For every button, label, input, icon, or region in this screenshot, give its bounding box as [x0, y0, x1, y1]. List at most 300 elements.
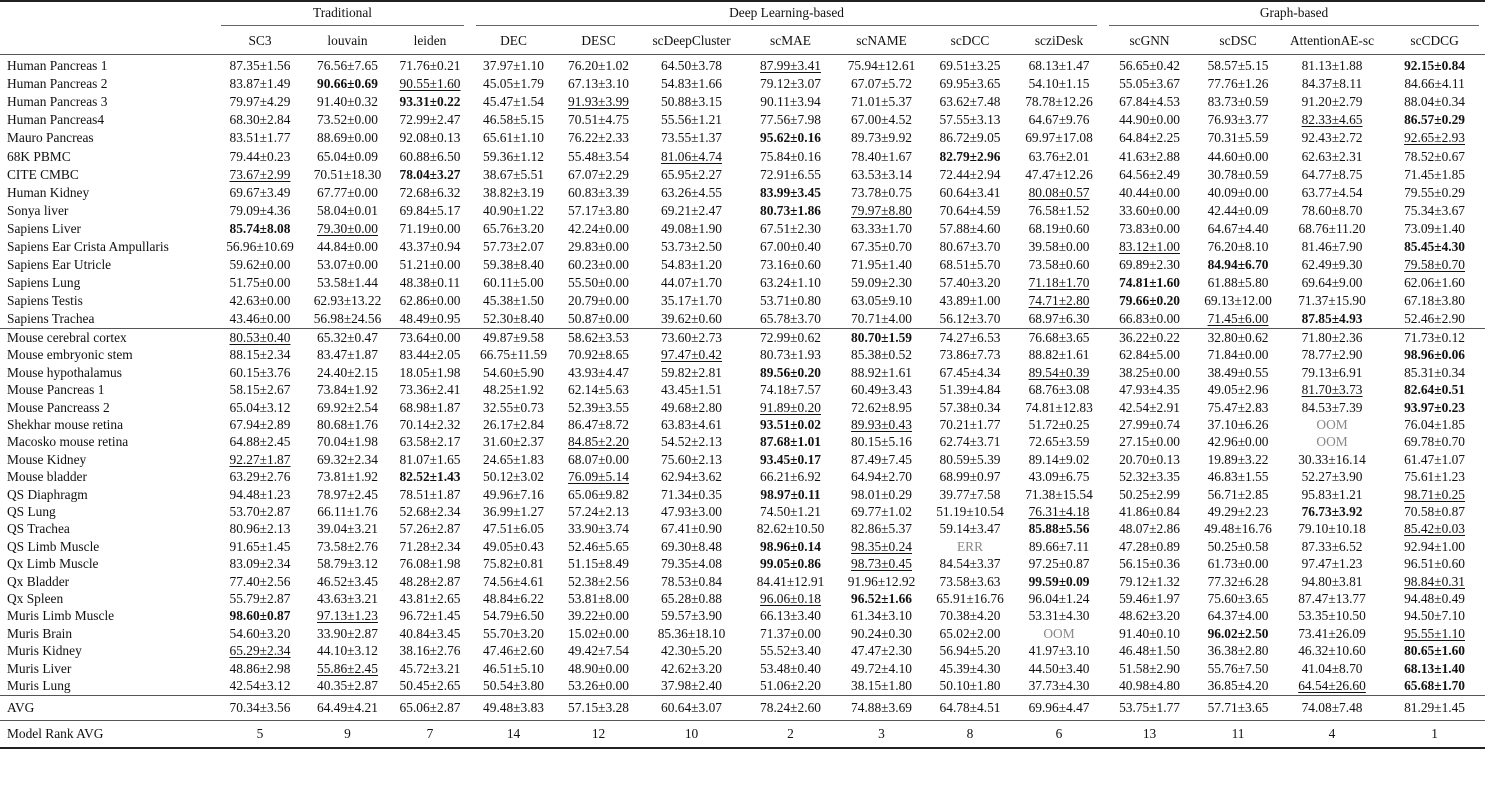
- column-header: scCDCG: [1384, 28, 1485, 55]
- score-cell: 15.02±0.00: [568, 625, 629, 641]
- score-cell: 53.71±0.80: [760, 293, 821, 309]
- score-cell: 87.49±7.45: [851, 451, 912, 467]
- score-cell: 70.14±2.32: [399, 417, 461, 433]
- score-cell: 78.52±0.67: [1404, 148, 1466, 164]
- score-cell: 83.09±2.34: [229, 556, 291, 572]
- score-cell: 47.51±6.05: [483, 521, 544, 537]
- score-cell: 79.55±0.29: [1404, 184, 1466, 200]
- score-cell: 50.10±1.80: [939, 677, 1001, 693]
- score-cell: 65.91±16.76: [936, 590, 1004, 606]
- score-cell: 56.12±3.70: [939, 311, 1001, 327]
- score-cell: 46.51±5.10: [483, 660, 544, 676]
- score-cell: 51.19±10.54: [936, 504, 1004, 519]
- score-cell: 95.62±0.16: [760, 130, 821, 146]
- score-cell: 79.35±4.08: [661, 556, 722, 572]
- score-cell: 63.76±2.01: [1028, 148, 1090, 164]
- column-header: scDSC: [1196, 28, 1280, 55]
- score-cell: 70.21±1.77: [939, 417, 1001, 433]
- score-cell: ERR: [956, 538, 984, 554]
- dataset-name: Muris Kidney: [7, 643, 82, 659]
- score-cell: 51.06±2.20: [760, 677, 821, 693]
- score-cell: 30.33±16.14: [1298, 451, 1366, 467]
- dataset-name: Qx Bladder: [7, 573, 70, 589]
- score-cell: 64.88±2.45: [229, 434, 291, 450]
- score-cell: 43.09±6.75: [1028, 469, 1090, 485]
- score-cell: 96.52±1.66: [851, 590, 912, 606]
- score-cell: 97.47±1.23: [1301, 556, 1363, 572]
- score-cell: 45.47±1.54: [483, 94, 544, 110]
- score-cell: 67.41±0.90: [661, 521, 722, 537]
- table-row: [0, 521, 1485, 538]
- score-cell: 75.61±1.23: [1404, 469, 1466, 485]
- score-cell: 63.24±1.10: [760, 275, 821, 291]
- score-cell: 32.55±0.73: [483, 399, 544, 415]
- score-cell: 76.93±3.77: [1207, 112, 1269, 128]
- score-cell: 14: [470, 720, 557, 748]
- dataset-name: AVG: [0, 695, 215, 720]
- score-cell: 52.32±3.35: [1119, 469, 1180, 485]
- score-cell: 62.94±3.62: [661, 469, 722, 485]
- score-cell: 7: [390, 720, 470, 748]
- column-header: scGNN: [1103, 28, 1196, 55]
- score-cell: 72.62±8.95: [851, 399, 912, 415]
- dataset-name: Mouse bladder: [7, 469, 87, 485]
- table-row: [0, 329, 1485, 347]
- score-cell: 69.84±5.17: [399, 202, 461, 218]
- score-cell: 80.53±0.40: [215, 329, 305, 347]
- table-body: [0, 55, 1485, 748]
- score-cell: 43.89±1.00: [939, 293, 1001, 309]
- table-row: [0, 486, 1485, 503]
- score-cell: 60.23±0.00: [568, 257, 629, 273]
- score-cell: 41.97±3.10: [1028, 643, 1090, 659]
- score-cell: OOM: [1316, 434, 1348, 450]
- score-cell: 33.90±3.74: [568, 521, 629, 537]
- score-cell: 76.20±8.10: [1207, 238, 1269, 254]
- dataset-name: Muris Lung: [7, 677, 71, 693]
- score-cell: 44.07±1.70: [661, 275, 722, 291]
- score-cell: 9: [305, 720, 390, 748]
- score-cell: 33.90±2.87: [317, 625, 378, 641]
- score-cell: 54.83±1.66: [661, 76, 722, 92]
- score-cell: 77.32±6.28: [1207, 573, 1269, 589]
- score-cell: 65.61±1.10: [483, 130, 544, 146]
- score-cell: 69.67±3.49: [229, 184, 291, 200]
- score-cell: 74.81±12.83: [1025, 399, 1093, 415]
- score-cell: 71.45±6.00: [1207, 311, 1269, 327]
- score-cell: 26.17±2.84: [483, 417, 544, 433]
- score-cell: 65.28±0.88: [661, 590, 722, 606]
- score-cell: 55.86±2.45: [317, 660, 378, 676]
- score-cell: 87.99±3.41: [760, 58, 821, 74]
- table-row: [0, 166, 1485, 184]
- score-cell: 50.25±2.99: [1119, 486, 1180, 502]
- empty-corner: [0, 28, 215, 55]
- group-label: Traditional: [221, 5, 464, 26]
- score-cell: 93.45±0.17: [760, 451, 821, 467]
- score-cell: 78.60±8.70: [1301, 202, 1363, 218]
- score-cell: 95.55±1.10: [1404, 625, 1466, 641]
- dataset-name: QS Diaphragm: [7, 486, 88, 502]
- dataset-name: QS Limb Muscle: [7, 538, 100, 554]
- score-cell: 33.60±0.00: [1119, 202, 1180, 218]
- score-cell: 44.60±0.00: [1207, 148, 1269, 164]
- score-cell: 98.97±0.11: [760, 486, 821, 502]
- score-cell: 53.35±10.50: [1298, 608, 1366, 624]
- dataset-name: Human Kidney: [7, 184, 90, 200]
- score-cell: 20.70±0.13: [1119, 451, 1180, 467]
- score-cell: 54.60±5.90: [483, 364, 544, 380]
- score-cell: 82.86±5.37: [851, 521, 912, 537]
- score-cell: 47.46±2.60: [483, 643, 544, 659]
- score-cell: 49.48±16.76: [1204, 521, 1272, 537]
- score-cell: 68.19±0.60: [1028, 220, 1090, 236]
- group-header: [1103, 1, 1485, 28]
- column-header: scziDesk: [1015, 28, 1103, 55]
- score-cell: 76.04±1.85: [1404, 417, 1466, 433]
- score-cell: 96.06±0.18: [760, 590, 821, 606]
- dataset-name: Human Pancreas 1: [7, 58, 108, 74]
- score-cell: 62.74±3.71: [939, 434, 1001, 450]
- score-cell: 64.77±8.75: [1301, 166, 1363, 182]
- score-cell: 76.08±1.98: [399, 556, 461, 572]
- score-cell: 69.97±17.08: [1025, 130, 1093, 146]
- score-cell: 58.79±3.12: [317, 556, 378, 572]
- score-cell: 55.56±1.21: [661, 112, 722, 128]
- score-cell: 57.71±3.65: [1196, 695, 1280, 720]
- score-cell: 72.44±2.94: [939, 166, 1001, 182]
- score-cell: 89.73±9.92: [851, 130, 912, 146]
- score-cell: 89.56±0.20: [760, 364, 821, 380]
- score-cell: 40.90±1.22: [483, 202, 544, 218]
- score-cell: 38.25±0.00: [1119, 364, 1180, 380]
- score-cell: 85.88±5.56: [1028, 521, 1090, 537]
- score-cell: 57.88±4.60: [939, 220, 1001, 236]
- score-cell: 89.54±0.39: [1028, 364, 1090, 380]
- dataset-name: Muris Liver: [7, 660, 72, 676]
- score-cell: 73.86±7.73: [939, 347, 1001, 363]
- dataset-name: Sapiens Liver: [7, 220, 82, 236]
- score-cell: 45.38±1.50: [483, 293, 544, 309]
- score-cell: 67.45±4.34: [939, 364, 1001, 380]
- score-cell: 66.83±0.00: [1119, 311, 1180, 327]
- score-cell: 95.83±1.21: [1301, 486, 1363, 502]
- score-cell: 37.10±6.26: [1207, 417, 1269, 433]
- score-cell: 61.34±3.10: [851, 608, 912, 624]
- score-cell: 93.31±0.22: [399, 94, 461, 110]
- score-cell: 96.72±1.45: [399, 608, 461, 624]
- score-cell: 79.12±3.07: [760, 76, 821, 92]
- score-cell: 43.37±0.94: [399, 238, 461, 254]
- score-cell: 42.54±3.12: [229, 677, 291, 693]
- score-cell: 69.96±4.47: [1015, 695, 1103, 720]
- score-cell: 48.28±2.87: [399, 573, 461, 589]
- score-cell: 48.38±0.11: [399, 275, 461, 291]
- score-cell: 41.04±8.70: [1301, 660, 1363, 676]
- score-cell: 69.92±2.54: [317, 399, 378, 415]
- score-cell: 59.57±3.90: [661, 608, 722, 624]
- score-cell: 56.65±0.42: [1119, 58, 1180, 74]
- table-row: [0, 274, 1485, 292]
- score-cell: 84.53±7.39: [1301, 399, 1363, 415]
- score-cell: 70.31±5.59: [1207, 130, 1269, 146]
- score-cell: 84.66±4.11: [1404, 76, 1465, 92]
- score-cell: 70.34±3.56: [215, 695, 305, 720]
- score-cell: 98.84±0.31: [1404, 573, 1466, 589]
- score-cell: 62.06±1.60: [1404, 275, 1466, 291]
- score-cell: 24.40±2.15: [317, 364, 378, 380]
- score-cell: 69.32±2.34: [317, 451, 378, 467]
- score-cell: 19.89±3.22: [1207, 451, 1269, 467]
- score-cell: 81.07±1.65: [399, 451, 461, 467]
- score-cell: 76.73±3.92: [1301, 504, 1363, 519]
- score-cell: 71.37±0.00: [760, 625, 821, 641]
- score-cell: 39.58±0.00: [1028, 238, 1090, 254]
- table-row: [0, 382, 1485, 399]
- score-cell: 64.50±3.78: [661, 58, 722, 74]
- table-row: [0, 364, 1485, 381]
- score-cell: 64.54±26.60: [1298, 677, 1366, 693]
- score-cell: 55.70±3.20: [483, 625, 544, 641]
- score-cell: 78.77±2.90: [1301, 347, 1363, 363]
- score-cell: 79.09±4.36: [229, 202, 291, 218]
- dataset-name: Sapiens Ear Crista Ampullaris: [7, 238, 169, 254]
- score-cell: 46.58±5.15: [483, 112, 544, 128]
- score-cell: 81.29±1.45: [1384, 695, 1485, 720]
- score-cell: 88.04±0.34: [1404, 94, 1466, 110]
- score-cell: 74.27±6.53: [925, 329, 1015, 347]
- score-cell: 47.93±4.35: [1119, 382, 1180, 398]
- column-header: scNAME: [838, 28, 925, 55]
- dataset-name: Human Pancreas4: [7, 112, 105, 128]
- table-row: [0, 184, 1485, 202]
- score-cell: 76.22±2.33: [568, 130, 629, 146]
- score-cell: 42.54±2.91: [1119, 399, 1180, 415]
- score-cell: 39.22±0.00: [568, 608, 629, 624]
- score-cell: 67.13±3.10: [568, 76, 629, 92]
- score-cell: 48.90±0.00: [568, 660, 629, 676]
- score-cell: 46.52±3.45: [317, 573, 378, 589]
- table-row: [0, 573, 1485, 590]
- score-cell: 82.33±4.65: [1301, 112, 1363, 128]
- score-cell: 73.58±0.60: [1028, 257, 1090, 273]
- score-cell: 37.97±1.10: [483, 58, 544, 74]
- score-cell: 57.17±3.80: [568, 202, 629, 218]
- score-cell: 56.96±10.69: [226, 238, 294, 254]
- score-cell: 98.96±0.14: [760, 538, 821, 554]
- score-cell: 78.04±3.27: [399, 166, 461, 182]
- score-cell: 59.09±2.30: [851, 275, 912, 291]
- dataset-name: Shekhar mouse retina: [7, 417, 124, 433]
- score-cell: 65.95±2.27: [661, 166, 722, 182]
- score-cell: 67.51±2.30: [760, 220, 821, 236]
- score-cell: 96.51±0.60: [1404, 556, 1466, 572]
- table-row: [0, 220, 1485, 238]
- score-cell: 91.93±3.99: [568, 94, 629, 110]
- score-cell: 59.82±2.81: [661, 364, 722, 380]
- score-cell: 67.84±4.53: [1119, 94, 1180, 110]
- score-cell: 94.48±0.49: [1404, 590, 1466, 606]
- score-cell: 79.97±4.29: [229, 94, 291, 110]
- score-cell: 69.95±3.65: [939, 76, 1001, 92]
- score-cell: 78.53±0.84: [661, 573, 722, 589]
- score-cell: 98.73±0.45: [851, 556, 912, 572]
- score-cell: 87.68±1.01: [760, 434, 821, 450]
- score-cell: 67.00±0.40: [760, 238, 821, 254]
- score-cell: 53.48±0.40: [760, 660, 821, 676]
- score-cell: 65.68±1.70: [1404, 677, 1466, 693]
- score-cell: 68.97±6.30: [1028, 311, 1090, 327]
- score-cell: 38.16±2.76: [399, 643, 461, 659]
- score-cell: 38.15±1.80: [851, 677, 912, 693]
- score-cell: 49.05±2.96: [1207, 382, 1269, 398]
- score-cell: 13: [1103, 720, 1196, 748]
- score-cell: 56.94±5.20: [939, 643, 1001, 659]
- score-cell: 83.47±1.87: [317, 347, 378, 363]
- score-cell: 54.52±2.13: [661, 434, 722, 450]
- table-row: [0, 503, 1485, 520]
- score-cell: 49.96±7.16: [483, 486, 544, 502]
- score-cell: 77.76±1.26: [1207, 76, 1269, 92]
- score-cell: 60.88±6.50: [399, 148, 461, 164]
- score-cell: 51.21±0.00: [399, 257, 461, 273]
- dataset-name: Muris Brain: [7, 625, 73, 641]
- score-cell: 75.60±3.65: [1207, 590, 1269, 606]
- score-cell: 18.05±1.98: [399, 364, 461, 380]
- score-cell: 85.42±0.03: [1404, 521, 1466, 537]
- score-cell: 86.47±8.72: [568, 417, 629, 433]
- score-cell: 79.66±0.20: [1119, 293, 1180, 309]
- score-cell: 72.91±6.55: [760, 166, 821, 182]
- score-cell: 68.07±0.00: [568, 451, 629, 467]
- score-cell: 38.49±0.55: [1207, 364, 1269, 380]
- dataset-name: Mouse Pancreas 1: [7, 382, 105, 398]
- score-cell: 64.37±4.00: [1207, 608, 1269, 624]
- score-cell: 98.01±0.29: [851, 486, 912, 502]
- score-cell: 75.82±0.81: [483, 556, 544, 572]
- score-cell: 54.79±6.50: [483, 608, 544, 624]
- score-cell: 62.86±0.00: [399, 293, 461, 309]
- score-cell: 65.04±0.09: [317, 148, 378, 164]
- score-cell: 51.72±0.25: [1028, 417, 1090, 433]
- dataset-name: Sapiens Ear Utricle: [7, 257, 112, 273]
- score-cell: 74.81±1.60: [1119, 275, 1180, 291]
- score-cell: 67.18±3.80: [1404, 293, 1466, 309]
- score-cell: 40.09±0.00: [1207, 184, 1269, 200]
- score-cell: 44.50±3.40: [1028, 660, 1090, 676]
- score-cell: 59.46±1.97: [1119, 590, 1180, 606]
- score-cell: 51.39±4.84: [939, 382, 1001, 398]
- score-cell: 78.97±2.45: [317, 486, 378, 502]
- score-cell: 76.09±5.14: [568, 469, 629, 485]
- score-cell: 89.14±9.02: [1028, 451, 1090, 467]
- score-cell: 52.30±8.40: [483, 311, 544, 327]
- score-cell: 50.12±3.02: [483, 469, 544, 485]
- score-cell: 3: [838, 720, 925, 748]
- score-cell: 82.64±0.51: [1404, 382, 1466, 398]
- table-row: [0, 434, 1485, 451]
- table-row: [0, 555, 1485, 572]
- score-cell: 42.30±5.20: [661, 643, 722, 659]
- column-header: SC3: [215, 28, 305, 55]
- group-header-row: [0, 1, 1485, 28]
- score-cell: 54.10±1.15: [1028, 76, 1090, 92]
- score-cell: 57.40±3.20: [939, 275, 1001, 291]
- score-cell: 96.04±1.24: [1028, 590, 1090, 606]
- dataset-name: Macosko mouse retina: [7, 434, 129, 450]
- score-cell: 42.44±0.09: [1207, 202, 1269, 218]
- score-cell: 59.62±0.00: [229, 257, 291, 273]
- score-cell: 80.96±2.13: [229, 521, 291, 537]
- score-cell: 52.46±2.90: [1404, 311, 1466, 327]
- score-cell: 97.25±0.87: [1028, 556, 1090, 572]
- score-cell: 79.30±0.00: [317, 220, 378, 236]
- score-cell: 77.40±2.56: [229, 573, 291, 589]
- score-cell: 42.62±3.20: [661, 660, 722, 676]
- score-cell: 83.12±1.00: [1119, 238, 1180, 254]
- score-cell: 67.94±2.89: [229, 417, 291, 433]
- score-cell: 38.67±5.51: [483, 166, 544, 182]
- table-row: [0, 399, 1485, 416]
- score-cell: 80.73±1.86: [760, 202, 821, 218]
- column-header: DESC: [557, 28, 640, 55]
- score-cell: 74.71±2.80: [1028, 293, 1090, 309]
- score-cell: 64.67±4.40: [1207, 220, 1269, 236]
- score-cell: 78.24±2.60: [743, 695, 838, 720]
- score-cell: 30.78±0.59: [1207, 166, 1269, 182]
- score-cell: 64.78±4.51: [925, 695, 1015, 720]
- score-cell: 49.68±2.80: [661, 399, 722, 415]
- dataset-name: Sapiens Testis: [7, 293, 83, 309]
- dataset-name: Mouse hypothalamus: [7, 364, 122, 380]
- score-cell: 62.49±9.30: [1301, 257, 1363, 273]
- score-cell: 59.38±8.40: [483, 257, 544, 273]
- score-cell: 69.21±2.47: [661, 202, 722, 218]
- score-cell: 60.64±3.07: [640, 695, 743, 720]
- dataset-name: Mauro Pancreas: [7, 130, 94, 146]
- score-cell: 66.11±1.76: [317, 504, 378, 519]
- score-cell: 99.05±0.86: [760, 556, 821, 572]
- score-cell: 81.46±7.90: [1301, 238, 1363, 254]
- score-cell: 80.59±5.39: [939, 451, 1001, 467]
- column-header: AttentionAE-sc: [1280, 28, 1384, 55]
- score-cell: 53.70±2.87: [229, 504, 291, 519]
- score-cell: 11: [1196, 720, 1280, 748]
- score-cell: 73.41±26.09: [1298, 625, 1366, 641]
- score-cell: 43.93±4.47: [568, 364, 629, 380]
- score-cell: 71.28±2.34: [399, 538, 461, 554]
- table-row: [0, 642, 1485, 659]
- score-cell: 76.68±3.65: [1015, 329, 1103, 347]
- score-cell: 97.13±1.23: [317, 608, 378, 624]
- score-cell: 87.35±1.56: [229, 58, 291, 74]
- score-cell: OOM: [1043, 625, 1075, 641]
- group-header: [215, 1, 470, 28]
- score-cell: 66.13±3.40: [760, 608, 821, 624]
- column-header: scDeepCluster: [640, 28, 743, 55]
- score-cell: 70.51±4.75: [568, 112, 629, 128]
- score-cell: 31.60±2.37: [483, 434, 544, 450]
- score-cell: 58.04±0.01: [317, 202, 378, 218]
- dataset-name: Muris Limb Muscle: [7, 608, 115, 624]
- score-cell: 75.84±0.16: [760, 148, 821, 164]
- score-cell: 65.32±0.47: [305, 329, 390, 347]
- score-cell: 44.10±3.12: [317, 643, 378, 659]
- score-cell: 43.45±1.51: [661, 382, 722, 398]
- score-cell: 55.50±0.00: [568, 275, 629, 291]
- score-cell: 71.95±1.40: [851, 257, 912, 273]
- dataset-name: Human Pancreas 3: [7, 94, 108, 110]
